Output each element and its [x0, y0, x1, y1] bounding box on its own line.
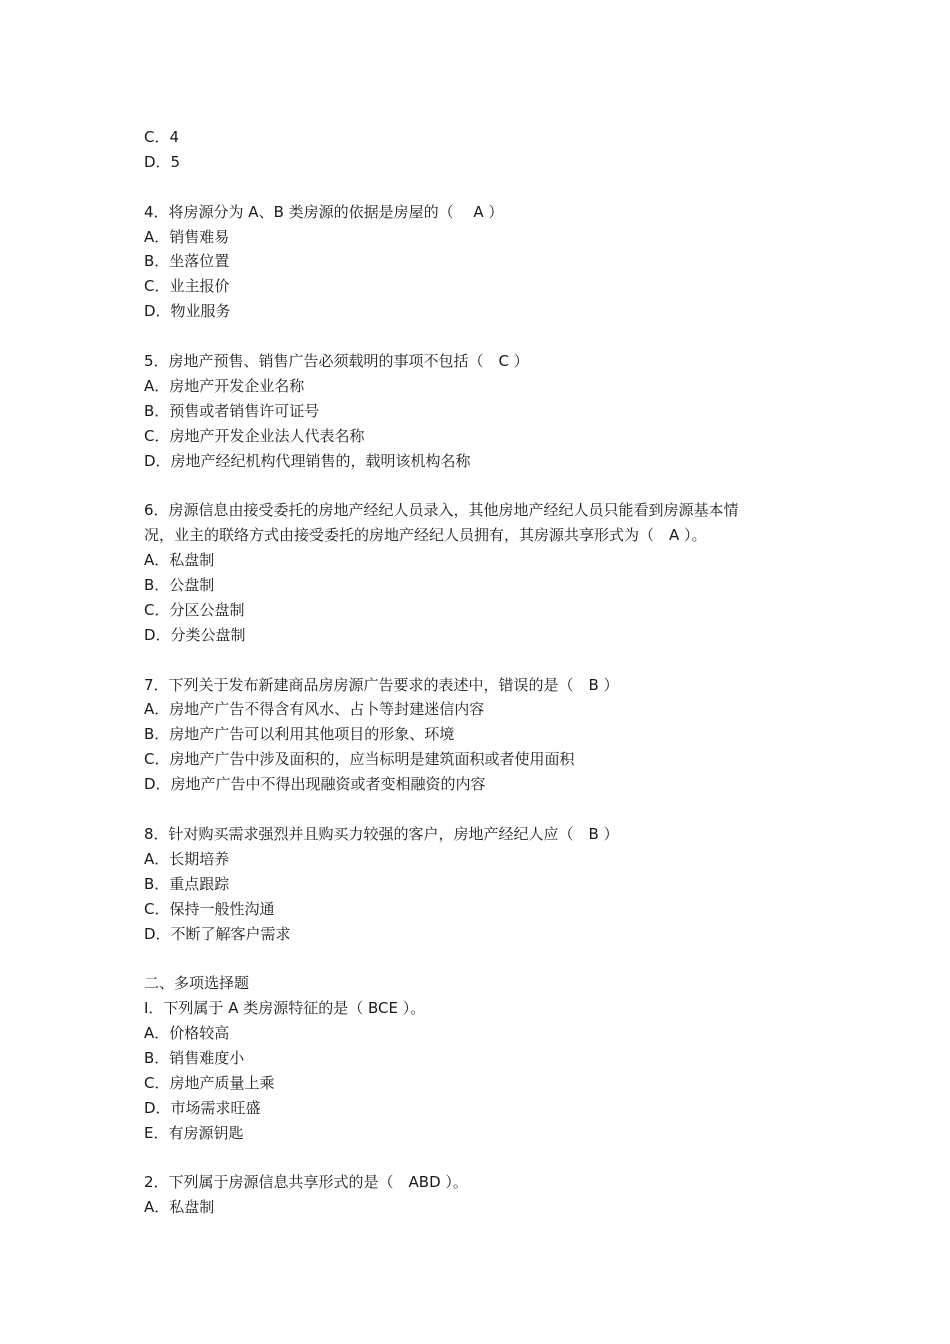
answer-option: B．坐落位置	[144, 252, 230, 271]
question-stem-line: 6．房源信息由接受委托的房地产经纪人员录入，其他房地产经纪人员只能看到房源基本情	[144, 501, 739, 520]
answer-option: B．房地产广告可以利用其他项目的形象、环境	[144, 725, 455, 744]
answer-option: C．房地产质量上乘	[144, 1073, 275, 1092]
answer-option: D．物业服务	[144, 302, 231, 321]
question-stem: I．下列属于 A 类房源特征的是（ BCE ）。	[144, 999, 426, 1018]
paragraph-spacer	[144, 473, 824, 498]
answer-option: B．预售或者销售许可证号	[144, 401, 320, 420]
answer-option: D．房地产经纪机构代理销售的，载明该机构名称	[144, 451, 471, 470]
answer-option: A．销售难易	[144, 227, 230, 246]
answer-option: D．5	[144, 152, 181, 171]
paragraph-spacer	[144, 648, 824, 673]
answer-option: E．有房源钥匙	[144, 1123, 244, 1142]
answer-option: C．业主报价	[144, 277, 230, 296]
section-heading: 二、多项选择题	[144, 974, 250, 993]
answer-option: A．价格较高	[144, 1024, 230, 1043]
question-stem: 5．房地产预售、销售广告必须载明的事项不包括（ C ）	[144, 352, 529, 371]
answer-option: D．分类公盘制	[144, 625, 246, 644]
answer-option: B．公盘制	[144, 576, 215, 595]
answer-option: A．私盘制	[144, 1198, 215, 1217]
document-page	[144, 125, 824, 1220]
answer-option: C．房地产广告中涉及面积的，应当标明是建筑面积或者使用面积	[144, 750, 575, 769]
answer-option: B．重点跟踪	[144, 874, 230, 893]
answer-option: A．房地产广告不得含有风水、占卜等封建迷信内容	[144, 700, 485, 719]
answer-option: C．房地产开发企业法人代表名称	[144, 426, 365, 445]
paragraph-spacer	[144, 946, 824, 971]
answer-option: B．销售难度小	[144, 1048, 245, 1067]
answer-option: D．不断了解客户需求	[144, 924, 291, 943]
document-content	[144, 125, 824, 1220]
paragraph-spacer	[144, 797, 824, 822]
answer-option: A．私盘制	[144, 551, 215, 570]
question-stem: 7．下列关于发布新建商品房房源广告要求的表述中，错误的是（ B ）	[144, 675, 619, 694]
question-stem: 8．针对购买需求强烈并且购买力较强的客户，房地产经纪人应（ B ）	[144, 824, 619, 843]
answer-option: C．分区公盘制	[144, 600, 245, 619]
answer-option: D．房地产广告中不得出现融资或者变相融资的内容	[144, 775, 486, 794]
answer-option: C．保持一般性沟通	[144, 899, 275, 918]
answer-option: D．市场需求旺盛	[144, 1098, 261, 1117]
paragraph-spacer	[144, 324, 824, 349]
paragraph-spacer	[144, 175, 824, 200]
answer-option: A．房地产开发企业名称	[144, 376, 305, 395]
question-stem-line: 况，业主的联络方式由接受委托的房地产经纪人员拥有，其房源共享形式为（ A ）。	[144, 526, 707, 545]
paragraph-spacer	[144, 1146, 824, 1171]
question-stem: 2．下列属于房源信息共享形式的是（ ABD ）。	[144, 1173, 468, 1192]
answer-option: C．4	[144, 128, 180, 146]
answer-option: A．长期培养	[144, 849, 230, 868]
question-stem: 4．将房源分为 A、B 类房源的依据是房屋的（ A ）	[144, 202, 504, 221]
